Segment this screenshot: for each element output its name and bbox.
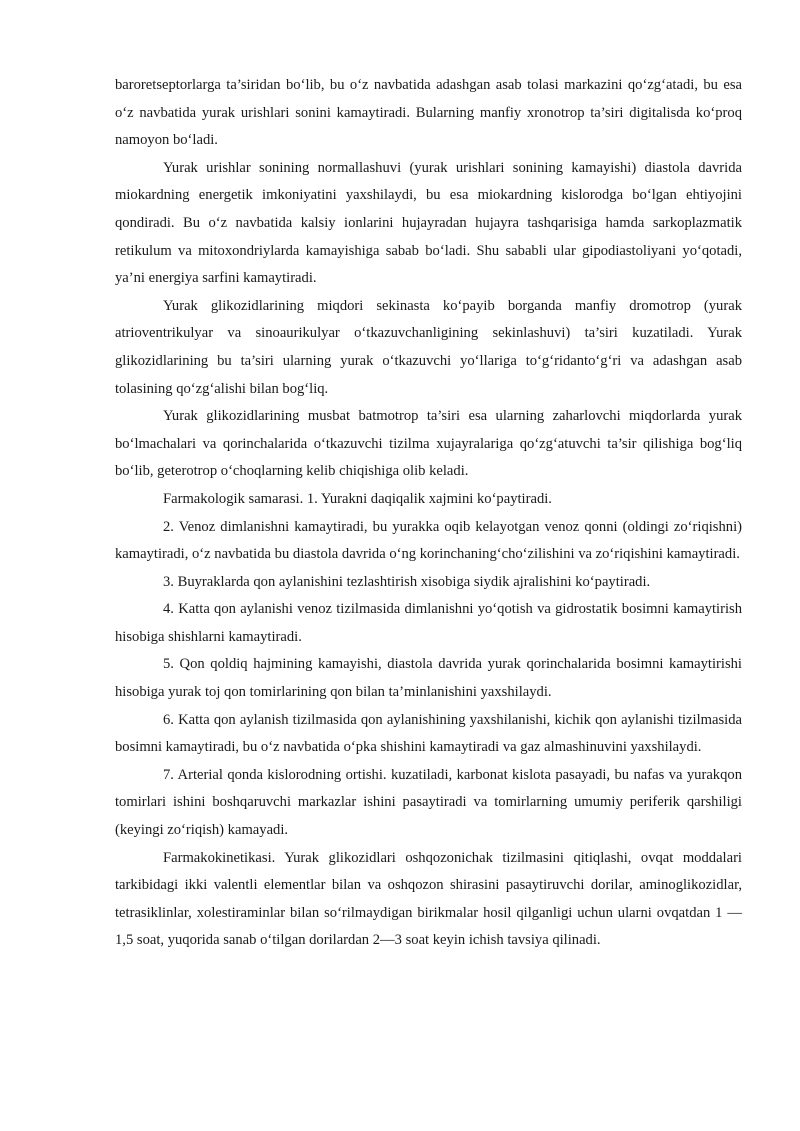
paragraph-effect-6: 6. Katta qon aylanish tizilmasida qon aylanishining yaxshilanishi, kichik qon aylanishi tizilmasida bosimni kamaytiradi, bu o‘z navbatida o‘pka shishini kamaytiradi va gaz almashinuvini yaxshilaydi. — [115, 711, 742, 756]
paragraph-heart-rate: Yurak urishlar sonining normallashuvi (yurak urishlari sonining kamayishi) diastola davrida miokardning energetik imkoniyatini yaxshilaydi, bu esa miokardning kislorodga bo‘lgan ehtiyojini qondiradi. Bu o‘z navbatida kalsiy ionlarini hujayradan hujayra tashqarisiga hamda sarkoplazmatik retikulum va mitoxondriylarda kamayishiga sabab bo‘ladi. Shu sababli ular gipodiastoliyani yo‘qotadi, ya’ni energiya sarfini kamaytiradi. — [115, 159, 742, 287]
paragraph-effect-7: 7. Arterial qonda kislorodning ortishi. kuzatiladi, karbonat kislota pasayadi, bu nafas va yurakqon tomirlari ishini boshqaruvchi markazlar ishini pasaytiradi va tomirlarning umumiy periferik qarshiligi (keyingi zo‘riqish) kamayadi. — [115, 766, 742, 839]
paragraph-dromotropic: Yurak glikozidlarining miqdori sekinasta ko‘payib borganda manfiy dromotrop (yurak atrioventrikulyar va sinoaurikulyar o‘tkazuvchanligining sekinlashuvi) ta’siri kuzatiladi. Yurak glikozidlarining bu ta’siri ularning yurak o‘tkazuvchi yo‘llariga to‘g‘ridanto‘g‘ri va adashgan asab tolasining qo‘zg‘alishi bilan bog‘liq. — [115, 297, 742, 397]
paragraph-effect-4: 4. Katta qon aylanishi venoz tizilmasida dimlanishni yo‘qotish va gidrostatik bosimni kamaytirish hisobiga shishlarni kamaytiradi. — [115, 601, 742, 645]
paragraph-effect-3: 3. Buyraklarda qon aylanishini tezlashtirish xisobiga siydik ajralishini ko‘paytiradi. — [163, 573, 651, 590]
paragraph-effect-2: 2. Venoz dimlanishni kamaytiradi, bu yurakka oqib kelayotgan venoz qonni (oldingi zo‘riqishni) kamaytiradi, o‘z navbatida bu diastola davrida o‘ng korinchaning‘cho‘zilishini va zo‘riqishini kamaytiradi. — [115, 518, 742, 563]
paragraph-effect-5: 5. Qon qoldiq hajmining kamayishi, diastola davrida yurak qorinchalarida bosimni kamaytirishi hisobiga yurak toj qon tomirlarining qon bilan ta’minlanishini yaxshilaydi. — [115, 656, 742, 701]
paragraph-pharmacological-effect-1: Farmakologik samarasi. 1. Yurakni daqiqalik xajmini ko‘paytiradi. — [163, 490, 552, 507]
paragraph-pharmacokinetics: Farmakokinetikasi. Yurak glikozidlari oshqozonichak tizilmasini qitiqlashi, ovqat moddalari tarkibidagi ikki valentli elementlar bilan va oshqozon shirasini pasaytiruvchi dorilar, aminoglikozidlar, tetrasiklinlar, xolestiraminlar bilan so‘rilmaydigan birikmalar hosil qilganligi uchun ularni ovqatdan 1 — 1,5 soat, yuqorida sanab o‘tilgan dorilardan 2—3 soat keyin ichish tavsiya qilinadi. — [115, 849, 742, 949]
paragraph-continued: baroretseptorlarga ta’siridan bo‘lib, bu o‘z navbatida adashgan asab tolasi markazini qo‘zg‘atadi, bu esa o‘z navbatida yurak urishlari sonini kamaytiradi. Bularning manfiy xronotrop ta’siri digitalisda ko‘proq namoyon bo‘ladi. — [115, 77, 742, 149]
paragraph-bathmotropic: Yurak glikozidlarining musbat batmotrop ta’siri esa ularning zaharlovchi miqdorlarda yurak bo‘lmachalari va qorinchalarida o‘tkazuvchi tizilma xujayralariga qo‘zg‘atuvchi ta’sir qilishiga bog‘liq bo‘lib, geterotrop o‘choqlarning kelib chiqishiga olib keladi. — [115, 408, 742, 480]
document-page — [115, 72, 742, 955]
